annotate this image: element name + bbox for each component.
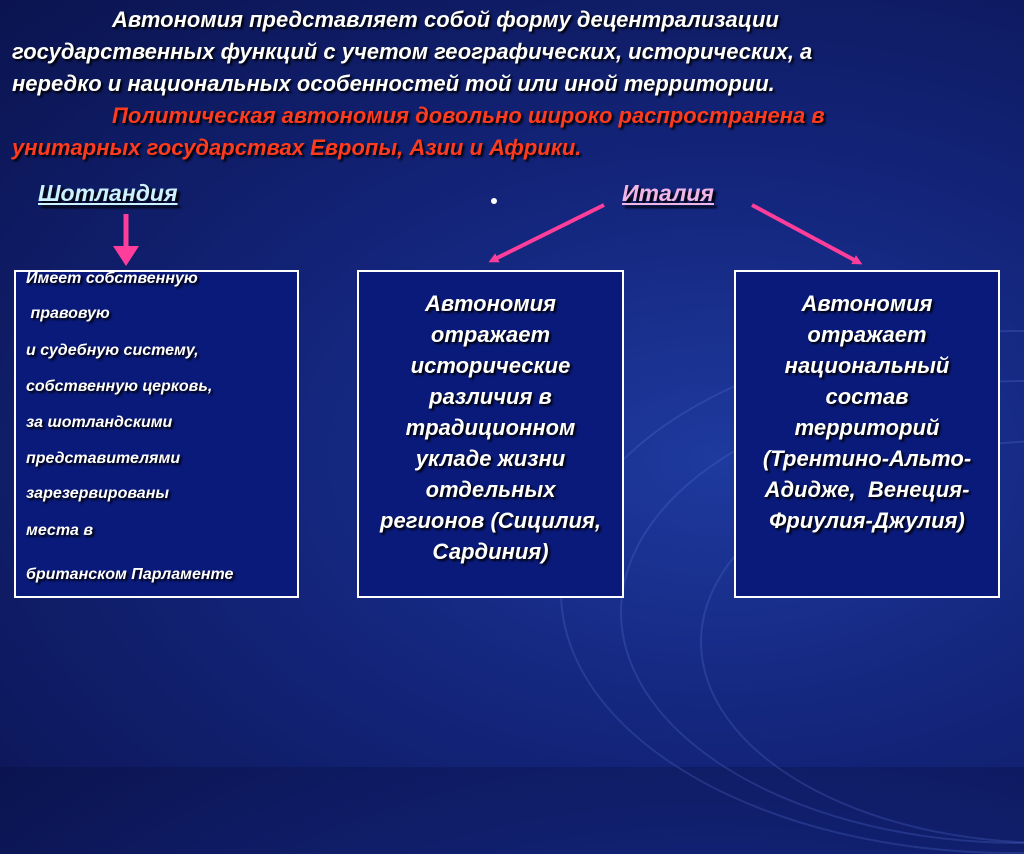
scotland-heading: Шотландия: [38, 180, 178, 206]
arrow-scotland-head: [113, 246, 139, 266]
text-line: отдельных: [425, 477, 556, 502]
list-item: и судебную систему,: [26, 342, 199, 359]
intro-line: Автономия представляет собой форму децентрализации: [112, 7, 779, 32]
text-line: Автономия: [425, 291, 556, 316]
list-item: правовую: [26, 305, 110, 322]
list-item: зарезервированы: [26, 485, 170, 502]
arrow-italy-right: [752, 205, 858, 262]
text-line: различия в: [429, 384, 552, 409]
text-line: отражает: [430, 322, 551, 347]
italy-national-text: [734, 288, 1000, 536]
text-line: Адидже, Венеция-: [764, 477, 970, 502]
arrow-italy-left: [493, 205, 604, 260]
list-item: представителями: [26, 450, 181, 467]
list-item: собственную церковь,: [26, 378, 213, 395]
text-line: регионов (Сицилия,: [380, 508, 601, 533]
list-item: британском Парламенте: [26, 566, 234, 583]
text-line: состав: [825, 384, 909, 409]
text-line: Фриулия-Джулия): [769, 508, 965, 533]
italy-history-text: [357, 288, 624, 567]
list-item: Имеет собственную: [26, 270, 198, 287]
text-line: традиционном: [405, 415, 576, 440]
text-line: национальный: [784, 353, 950, 378]
intro-line-highlight: Политическая автономия довольно широко распространена в: [112, 103, 825, 128]
list-item: за шотландскими: [26, 414, 173, 431]
intro-line-highlight: унитарных государствах Европы, Азии и Африки.: [12, 135, 582, 160]
text-line: укладе жизни: [415, 446, 566, 471]
text-line: территорий: [794, 415, 940, 440]
text-line: (Трентино-Альто-: [762, 446, 972, 471]
italy-heading: Италия: [622, 180, 714, 206]
intro-line: нередко и национальных особенностей той или иной территории.: [12, 71, 775, 96]
text-line: Автономия: [801, 291, 933, 316]
list-item: места в: [26, 522, 94, 539]
text-line: отражает: [807, 322, 927, 347]
intro-line: государственных функций с учетом географических, исторических, а: [12, 39, 813, 64]
text-line: Сардиния): [432, 539, 549, 564]
text-line: исторические: [410, 353, 571, 378]
